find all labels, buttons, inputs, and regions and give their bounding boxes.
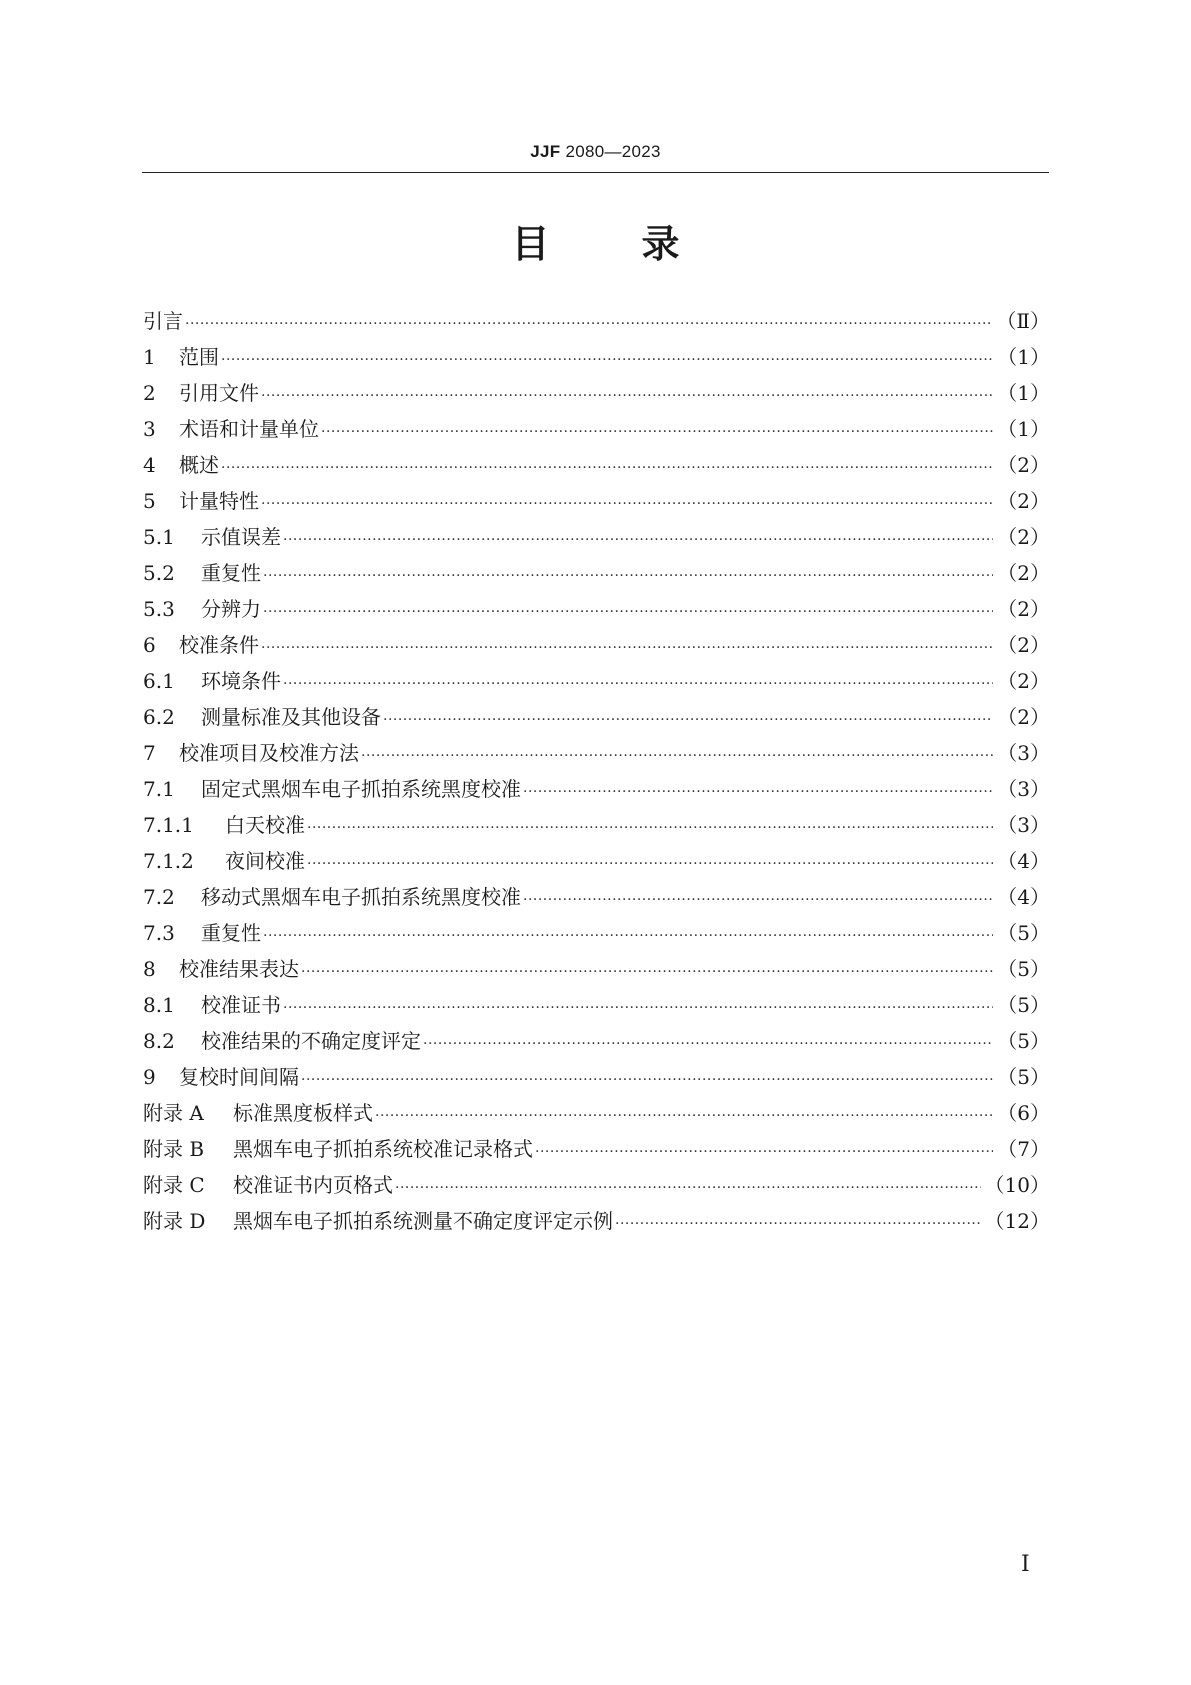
- toc-entry[interactable]: [143, 951, 1050, 987]
- title-char-1: 目: [511, 222, 550, 266]
- toc-entry[interactable]: [143, 663, 1050, 699]
- toc-entry-label: 环境条件: [201, 669, 281, 693]
- dot-leader: [185, 306, 992, 342]
- toc-entry-label: 重复性: [201, 561, 261, 585]
- toc-entry-number: 8: [143, 957, 156, 981]
- toc-entry[interactable]: [143, 1095, 1050, 1131]
- toc-entry-page: （2）: [997, 633, 1050, 657]
- toc-entry[interactable]: [143, 339, 1050, 375]
- toc-entry-page: （2）: [997, 561, 1050, 585]
- toc-entry[interactable]: [143, 1059, 1050, 1095]
- dot-leader: [261, 486, 993, 522]
- toc-entry-number: 5: [143, 489, 156, 513]
- toc-entry-label: 固定式黑烟车电子抓拍系统黑度校准: [201, 777, 521, 801]
- toc-entry-number: 6.2: [143, 705, 175, 729]
- dot-leader: [321, 414, 993, 450]
- toc-entry-label: 测量标准及其他设备: [201, 705, 381, 729]
- toc-entry[interactable]: [143, 627, 1050, 663]
- toc-entry-number: 6: [143, 633, 156, 657]
- toc-entry-number: 8.2: [143, 1029, 175, 1053]
- toc-entry-label: 引言: [143, 309, 183, 333]
- dot-leader: [307, 810, 993, 846]
- toc-entry-number: 7.1: [143, 777, 175, 801]
- dot-leader: [261, 630, 993, 666]
- toc-entry-page: （7）: [997, 1137, 1050, 1161]
- toc-entry-label: 重复性: [201, 921, 261, 945]
- toc-entry-number: 附录 D: [143, 1209, 206, 1233]
- toc-entry-page: （2）: [997, 597, 1050, 621]
- toc-entry[interactable]: [143, 1023, 1050, 1059]
- toc-entry[interactable]: [143, 519, 1050, 555]
- toc-entry-number: 附录 C: [143, 1173, 205, 1197]
- dot-leader: [523, 882, 993, 918]
- toc-entry[interactable]: [143, 303, 1050, 339]
- toc-entry-number: 7: [143, 741, 156, 765]
- toc-entry[interactable]: [143, 447, 1050, 483]
- toc-entry-page: （1）: [997, 417, 1050, 441]
- toc-entry-page: （3）: [997, 813, 1050, 837]
- toc-entry-page: （2）: [997, 525, 1050, 549]
- toc-entry[interactable]: [143, 915, 1050, 951]
- toc-entry-number: 1: [143, 345, 156, 369]
- dot-leader: [523, 774, 993, 810]
- toc-entry[interactable]: [143, 555, 1050, 591]
- toc-entry-number: 附录 B: [143, 1137, 205, 1161]
- dot-leader: [361, 738, 993, 774]
- toc-entry[interactable]: [143, 735, 1050, 771]
- toc-entry-page: （2）: [997, 669, 1050, 693]
- toc-entry-number: 2: [143, 381, 156, 405]
- toc-entry-label: 黑烟车电子抓拍系统校准记录格式: [233, 1137, 533, 1161]
- dot-leader: [283, 522, 993, 558]
- running-header: [0, 142, 1191, 162]
- toc-entry-page: （5）: [997, 993, 1050, 1017]
- table-of-contents: [143, 303, 1050, 1239]
- page-title: [0, 218, 1191, 270]
- title-char-2: 录: [641, 222, 680, 266]
- toc-entry-label: 分辨力: [201, 597, 261, 621]
- dot-leader: [395, 1170, 981, 1206]
- toc-entry-label: 引用文件: [179, 381, 259, 405]
- toc-entry-label: 移动式黑烟车电子抓拍系统黑度校准: [201, 885, 521, 909]
- toc-entry-page: （2）: [997, 489, 1050, 513]
- dot-leader: [307, 846, 993, 882]
- toc-entry-label: 示值误差: [201, 525, 281, 549]
- toc-entry-number: 7.3: [143, 921, 175, 945]
- dot-leader: [375, 1098, 993, 1134]
- dot-leader: [535, 1134, 993, 1170]
- header-rule: [142, 172, 1049, 173]
- toc-entry[interactable]: [143, 807, 1050, 843]
- toc-entry-label: 校准结果的不确定度评定: [201, 1029, 421, 1053]
- toc-entry-label: 计量特性: [179, 489, 259, 513]
- toc-entry-label: 复校时间间隔: [179, 1065, 299, 1089]
- page-number: Ⅰ: [1021, 1552, 1030, 1577]
- toc-entry-page: （2）: [997, 705, 1050, 729]
- dot-leader: [263, 594, 993, 630]
- toc-entry-number: 9: [143, 1065, 156, 1089]
- toc-entry[interactable]: [143, 987, 1050, 1023]
- dot-leader: [221, 342, 993, 378]
- dot-leader: [423, 1026, 993, 1062]
- standard-number: 2080—2023: [565, 142, 661, 161]
- dot-leader: [263, 918, 993, 954]
- toc-entry-label: 校准条件: [179, 633, 259, 657]
- toc-entry-page: （6）: [997, 1101, 1050, 1125]
- toc-entry-page: （12）: [984, 1209, 1050, 1233]
- toc-entry-number: 附录 A: [143, 1101, 204, 1125]
- dot-leader: [261, 378, 993, 414]
- toc-entry-number: 7.1.1: [143, 813, 194, 837]
- dot-leader: [383, 702, 993, 738]
- toc-entry-label: 校准证书内页格式: [233, 1173, 393, 1197]
- toc-entry-label: 标准黑度板样式: [233, 1101, 373, 1125]
- toc-entry-number: 5.2: [143, 561, 175, 585]
- toc-entry-page: （4）: [997, 885, 1050, 909]
- toc-entry[interactable]: [143, 483, 1050, 519]
- toc-entry-label: 白天校准: [225, 813, 305, 837]
- toc-entry-number: 7.2: [143, 885, 175, 909]
- toc-entry-page: （5）: [997, 1065, 1050, 1089]
- toc-entry-page: （4）: [997, 849, 1050, 873]
- dot-leader: [221, 450, 993, 486]
- toc-entry[interactable]: [143, 1131, 1050, 1167]
- toc-entry-page: （2）: [997, 453, 1050, 477]
- toc-entry-label: 校准结果表达: [179, 957, 299, 981]
- dot-leader: [615, 1206, 981, 1242]
- dot-leader: [283, 666, 993, 702]
- standard-prefix: JJF: [530, 142, 561, 161]
- toc-entry[interactable]: [143, 879, 1050, 915]
- toc-entry-page: （1）: [997, 345, 1050, 369]
- toc-entry[interactable]: [143, 1167, 1050, 1203]
- toc-entry-label: 概述: [179, 453, 219, 477]
- dot-leader: [263, 558, 993, 594]
- toc-entry-page: （3）: [997, 741, 1050, 765]
- toc-entry-number: 8.1: [143, 993, 175, 1017]
- toc-entry[interactable]: [143, 375, 1050, 411]
- toc-entry-number: 5.3: [143, 597, 175, 621]
- dot-leader: [301, 954, 993, 990]
- toc-entry[interactable]: [143, 1203, 1050, 1239]
- dot-leader: [301, 1062, 993, 1098]
- toc-entry-number: 5.1: [143, 525, 175, 549]
- toc-entry-label: 范围: [179, 345, 219, 369]
- toc-entry[interactable]: [143, 591, 1050, 627]
- toc-entry[interactable]: [143, 411, 1050, 447]
- toc-entry-label: 黑烟车电子抓拍系统测量不确定度评定示例: [233, 1209, 613, 1233]
- toc-entry[interactable]: [143, 771, 1050, 807]
- toc-entry-label: 术语和计量单位: [179, 417, 319, 441]
- dot-leader: [283, 990, 993, 1026]
- toc-entry-label: 校准证书: [201, 993, 281, 1017]
- toc-entry-page: （5）: [997, 1029, 1050, 1053]
- toc-entry-label: 校准项目及校准方法: [179, 741, 359, 765]
- toc-entry-page: （Ⅱ）: [996, 309, 1050, 333]
- toc-entry[interactable]: [143, 699, 1050, 735]
- toc-entry-page: （5）: [997, 957, 1050, 981]
- toc-entry-number: 4: [143, 453, 156, 477]
- toc-entry-page: （1）: [997, 381, 1050, 405]
- toc-entry-page: （5）: [997, 921, 1050, 945]
- toc-entry-number: 3: [143, 417, 156, 441]
- toc-entry-page: （3）: [997, 777, 1050, 801]
- toc-entry-label: 夜间校准: [225, 849, 305, 873]
- toc-entry-page: （10）: [984, 1173, 1050, 1197]
- toc-entry-number: 7.1.2: [143, 849, 194, 873]
- toc-entry-number: 6.1: [143, 669, 175, 693]
- toc-entry[interactable]: [143, 843, 1050, 879]
